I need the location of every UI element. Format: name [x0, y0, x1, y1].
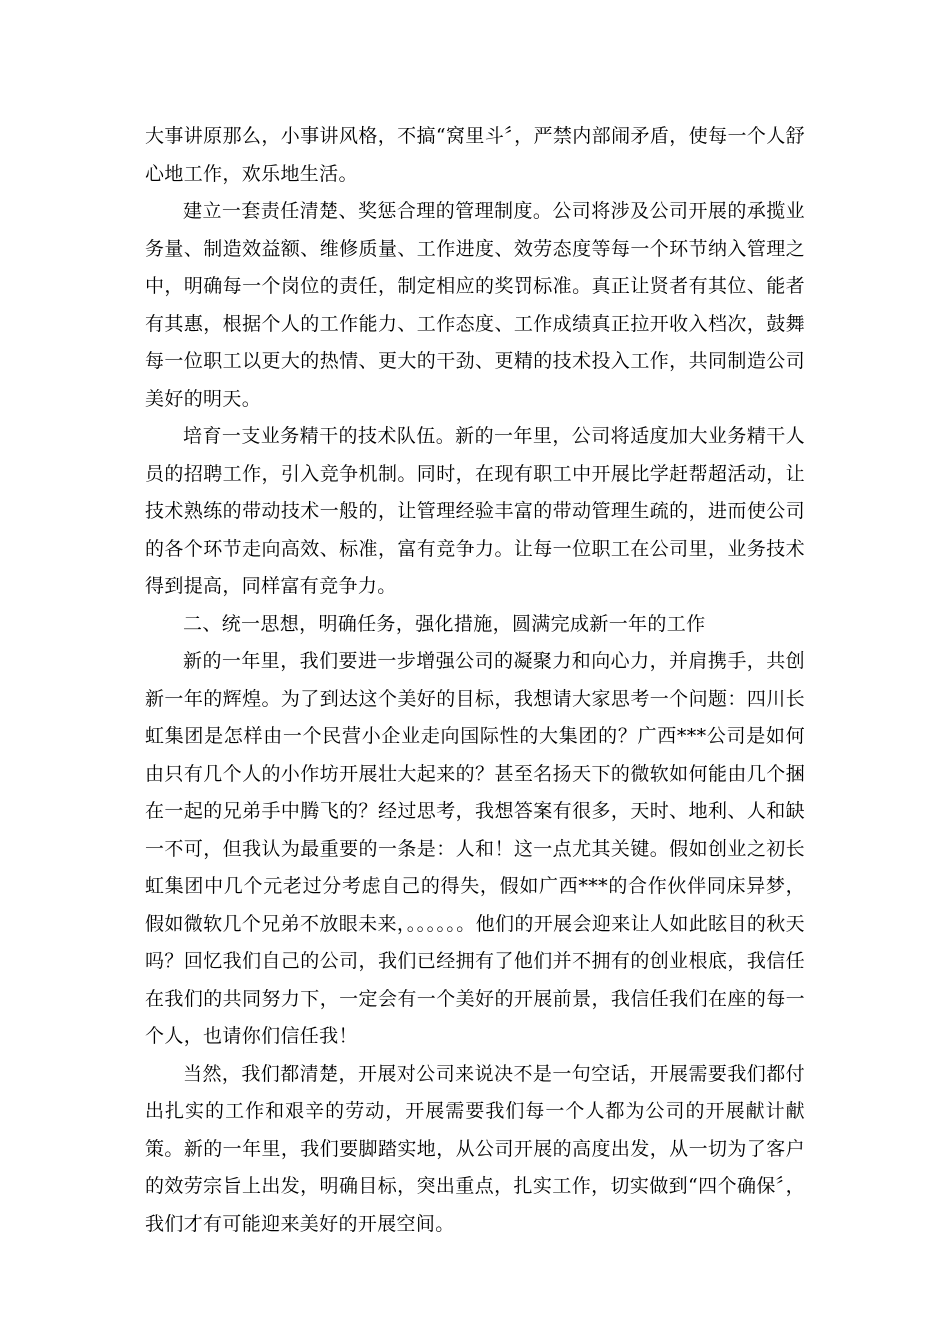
paragraph-4: 新的一年里，我们要进一步增强公司的凝聚力和向心力，并肩携手，共创新一年的辉煌。为了到达这个美好的目标，我想请大家思考一个问题：四川长虹集团是怎样由一个民营小企业走向国际性的大集团的？广西***公司是如何由只有几个人的小作坊开展壮大起来的？甚至名扬天下的微软如何能由几个捆在一起的兄弟手中腾飞的？经过思考，我想答案有很多，天时、地利、人和缺一不可，但我认为最重要的一条是：人和！这一点尤其关键。假如创业之初长虹集团中几个元老过分考虑自己的得失，假如广西***的合作伙伴同床异梦，假如微软几个兄弟不放眼未来，。。。。。。他们的开展会迎来让人如此眩目的秋天吗？回忆我们自己的公司，我们已经拥有了他们并不拥有的创业根底，我信任在我们的共同努力下，一定会有一个美好的开展前景，我信任我们在座的每一个人，也请你们信任我！ [145, 650, 805, 1047]
paragraph-1: 大事讲原那么，小事讲风格，不搞“窝里斗〞，严禁内部闹矛盾，使每一个人舒心地工作，欢乐地生活。 [145, 125, 805, 185]
paragraph-5: 当然，我们都清楚，开展对公司来说决不是一句空话，开展需要我们都付出扎实的工作和艰辛的劳动，开展需要我们每一个人都为公司的开展献计献策。新的一年里，我们要脚踏实地，从公司开展的高度出发，从一切为了客户的效劳宗旨上出发，明确目标，突出重点，扎实工作，切实做到“四个确保〞，我们才有可能迎来美好的开展空间。 [145, 1062, 805, 1235]
document-body [145, 118, 805, 1243]
paragraph-3: 培育一支业务精干的技术队伍。新的一年里，公司将适度加大业务精干人员的招聘工作，引入竞争机制。同时，在现有职工中开展比学赶帮超活动，让技术熟练的带动技术一般的，让管理经验丰富的带动管理生疏的，进而使公司的各个环节走向高效、标准，富有竞争力。让每一位职工在公司里，业务技术得到提高，同样富有竞争力。 [145, 425, 805, 597]
paragraph-2: 建立一套责任清楚、奖惩合理的管理制度。公司将涉及公司开展的承揽业务量、制造效益额、维修质量、工作进度、效劳态度等每一个环节纳入管理之中，明确每一个岗位的责任，制定相应的奖罚标准。真正让贤者有其位、能者有其惠，根据个人的工作能力、工作态度、工作成绩真正拉开收入档次，鼓舞每一位职工以更大的热情、更大的干劲、更精的技术投入工作，共同制造公司美好的明天。 [145, 200, 805, 410]
section-heading: 二、统一思想，明确任务，强化措施，圆满完成新一年的工作 [183, 612, 706, 635]
